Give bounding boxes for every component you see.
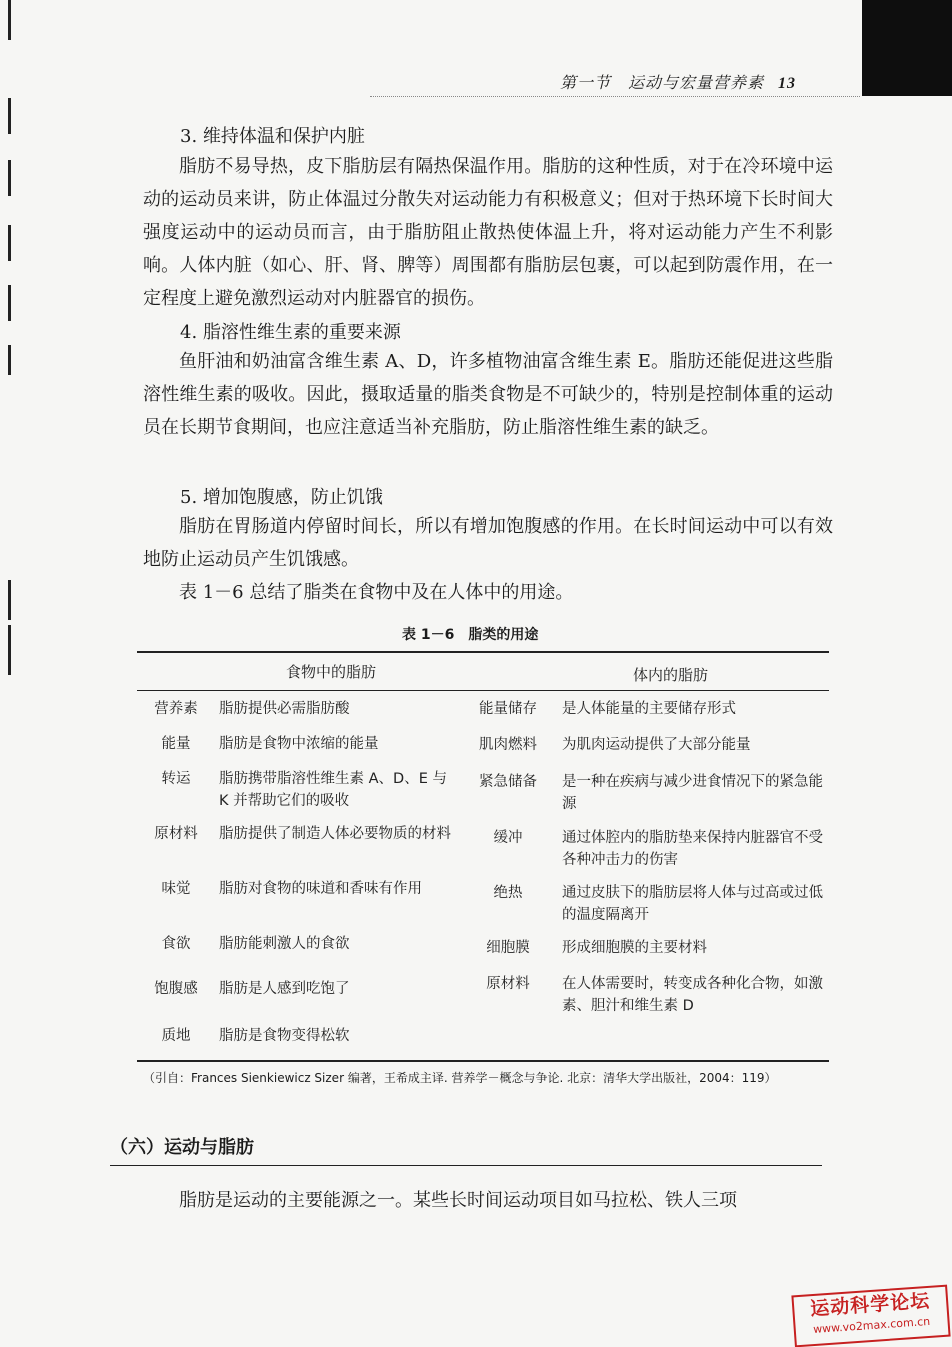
scan-corner-block <box>862 0 952 96</box>
binding-edge-mark <box>8 0 11 40</box>
table-right-key: 能量储存 <box>479 701 537 717</box>
table-right-key: 肌肉燃料 <box>479 737 537 753</box>
table-left-key: 味觉 <box>161 881 191 897</box>
table-intro: 表 1－6 总结了脂类在食物中及在人体中的用途。 <box>179 582 574 603</box>
table-left-value: 脂肪提供必需脂肪酸 <box>219 701 350 717</box>
paragraph-5: 脂肪在胃肠道内停留时间长，所以有增加饱腹感的作用。在长时间运动中可以有效地防止运动员产生饥饿感。 <box>143 516 833 570</box>
forum-watermark-stamp <box>791 1285 950 1347</box>
table-left-key: 质地 <box>161 1028 191 1044</box>
header-rule <box>370 96 860 97</box>
binding-edge-mark <box>8 98 11 134</box>
table-left-key: 原材料 <box>154 826 198 842</box>
table-left-key: 食欲 <box>161 936 191 952</box>
binding-edge-mark <box>8 345 11 375</box>
table-head-food-fat: 食物中的脂肪 <box>286 663 377 681</box>
section-6-heading: （六）运动与脂肪 <box>110 1137 254 1158</box>
binding-edge-mark <box>8 625 11 675</box>
table-left-key: 能量 <box>161 736 191 752</box>
table-top-rule <box>137 651 829 653</box>
subheading-3: 3. 维持体温和保护内脏 <box>180 126 365 147</box>
table-right-value: 是一种在疾病与减少进食情况下的紧急能源 <box>562 774 823 812</box>
binding-edge-mark <box>8 160 11 196</box>
table-left-value: 脂肪携带脂溶性维生素 A、D、E 与 K 并帮助它们的吸收 <box>219 771 447 809</box>
table-left-value: 脂肪是食物中浓缩的能量 <box>219 736 379 752</box>
subheading-4: 4. 脂溶性维生素的重要来源 <box>180 322 401 343</box>
table-right-value: 通过皮肤下的脂肪层将人体与过高或过低的温度隔离开 <box>562 885 823 923</box>
table-left-key: 转运 <box>161 771 191 787</box>
table-left-value: 脂肪能刺激人的食欲 <box>219 936 350 952</box>
table-right-value: 在人体需要时，转变成各种化合物，如激素、胆汁和维生素 D <box>562 976 823 1014</box>
table-right-value: 为肌肉运动提供了大部分能量 <box>562 737 751 753</box>
table-bottom-rule <box>137 1060 829 1062</box>
paragraph-3: 脂肪不易导热，皮下脂肪层有隔热保温作用。脂肪的这种性质，对于在冷环境中运动的运动员来讲，防止体温过分散失对运动能力有积极意义；但对于热环境下长时间大强度运动中的运动员而言，由于脂肪阻止散热使体温上升，将对运动能力产生不利影响。人体内脏（如心、肝、肾、脾等）周围都有脂肪层包裹，可以起到防震作用，在一定程度上避免激烈运动对内脏器官的损伤。 <box>143 156 833 309</box>
table-right-key: 原材料 <box>486 976 530 992</box>
table-left-value: 脂肪对食物的味道和香味有作用 <box>219 881 422 897</box>
table-source-note: （引自：Frances Sienkiewicz Sizer 编著，王希成主译. 营养学－概念与争论. 北京：清华大学出版社，2004：119） <box>143 1071 777 1085</box>
stamp-title: 运动科学论坛 <box>809 1289 931 1321</box>
table-right-value: 是人体能量的主要储存形式 <box>562 701 736 717</box>
table-right-key: 细胞膜 <box>486 940 530 956</box>
table-right-value: 形成细胞膜的主要材料 <box>562 940 707 956</box>
running-head <box>560 70 796 93</box>
section-6-paragraph: 脂肪是运动的主要能源之一。某些长时间运动项目如马拉松、铁人三项 <box>179 1190 737 1211</box>
table-head-rule <box>137 690 829 691</box>
page-number: 13 <box>778 75 797 92</box>
table-left-value: 脂肪是人感到吃饱了 <box>219 981 350 997</box>
section-6-rule <box>110 1165 822 1166</box>
table-head-body-fat: 体内的脂肪 <box>633 666 709 684</box>
table-right-key: 缓冲 <box>493 830 523 846</box>
binding-edge-mark <box>8 225 11 261</box>
table-left-value: 脂肪提供了制造人体必要物质的材料 <box>219 826 451 842</box>
table-right-value: 通过体腔内的脂肪垫来保持内脏器官不受各种冲击力的伤害 <box>562 830 823 868</box>
table-left-value: 脂肪是食物变得松软 <box>219 1028 350 1044</box>
running-title: 第一节 运动与宏量营养素 <box>560 73 765 92</box>
paragraph-4: 鱼肝油和奶油富含维生素 A、D，许多植物油富含维生素 E。脂肪还能促进这些脂溶性维生素的吸收。因此，摄取适量的脂类食物是不可缺少的，特别是控制体重的运动员在长期节食期间，也应注意适当补充脂肪，防止脂溶性维生素的缺乏。 <box>143 351 833 438</box>
subheading-5: 5. 增加饱腹感，防止饥饿 <box>180 487 383 508</box>
binding-edge-mark <box>8 285 11 321</box>
binding-edge-mark <box>8 580 11 620</box>
table-right-key: 紧急储备 <box>479 774 537 790</box>
table-right-key: 绝热 <box>493 885 523 901</box>
table-left-key: 饱腹感 <box>154 981 198 997</box>
stamp-url: www.vo2max.com.cn <box>812 1314 931 1337</box>
table-left-key: 营养素 <box>154 701 198 717</box>
